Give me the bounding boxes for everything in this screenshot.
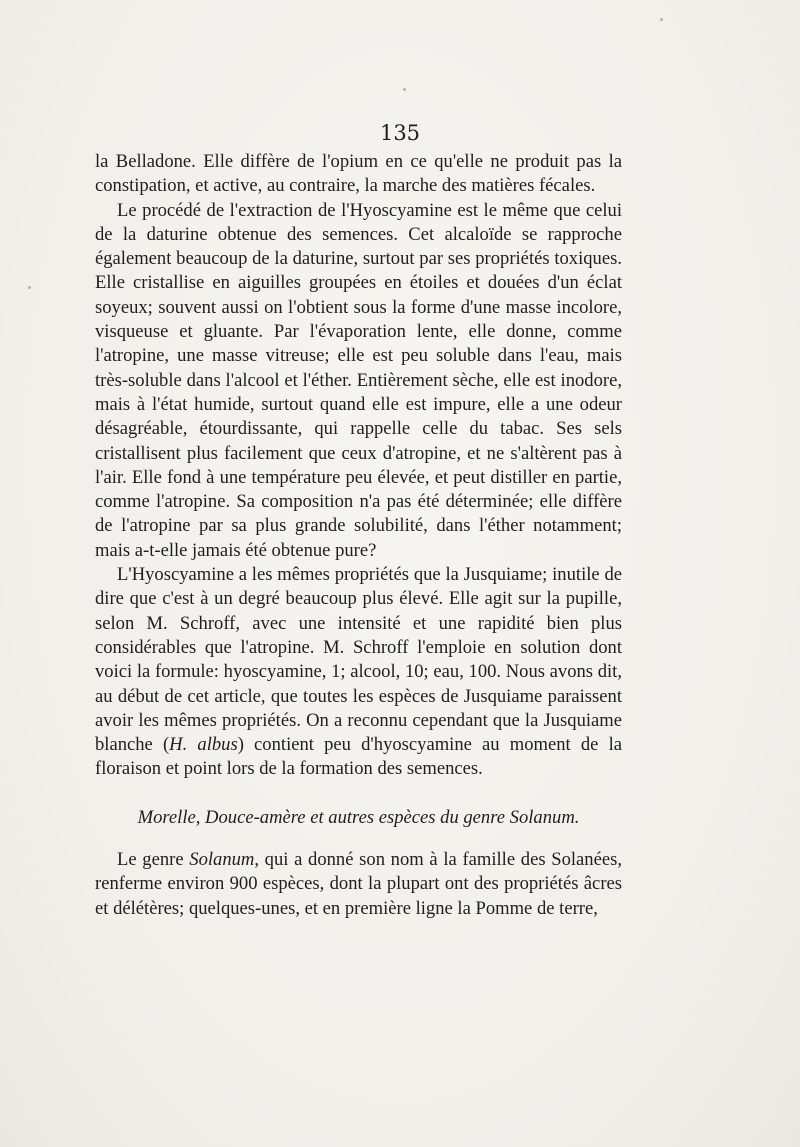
species-name-italic: H. albus <box>169 734 238 756</box>
section-heading: Morelle, Douce-amère et autres espèces du genre Solanum. <box>137 807 580 828</box>
paragraph-properties-text: L'Hyoscyamine a les mêmes propriétés que la Jusquiame; inutile de dire que c'est à un degré beaucoup plus élevé. Elle agit sur la pupille, selon M. Schroff, avec une intensité et une rapidité bien plus considérables que l'atropine. M. Schroff l'emploie en solution dont voici la formule: hyoscyamine, 1; alcool, 10; eau, 100. Nous avons dit, au début de cet article, que toutes les espèces de Jusquiame paraissent avoir les mêmes propriétés. On a reconnu cependant que la Jusquiame blanche ( <box>95 564 622 756</box>
paragraph-extraction: Le procédé de l'extraction de l'Hyoscyamine est le même que celui de la daturine obtenue des semences. Cet alcaloïde se rapproche également beaucoup de la daturine, surtout par ses propriétés toxiques. Elle cristallise en aiguilles groupées en étoiles et douées d'un éclat soyeux; souvent aussi on l'obtient sous la forme d'une masse incolore, visqueuse et gluante. Par l'évaporation lente, elle donne, comme l'atropine, une masse vitreuse; elle est peu soluble dans l'eau, mais très-soluble dans l'alcool et l'éther. Entièrement sèche, elle est inodore, mais à l'état humide, surtout quand elle est impure, elle a une odeur désagréable, étourdissante, qui rappelle celle du tabac. Ses sels cristallisent plus facilement que ceux d'atropine, et ne s'altèrent pas à l'air. Elle fond à une température peu élevée, et peut distiller en partie, comme l'atropine. Sa composition n'a pas été déterminée; elle diffère de l'atropine par sa plus grande solubilité, dans l'éther notamment; mais a-t-elle jamais été obtenue pure? <box>95 199 622 561</box>
paper-speck <box>660 18 663 21</box>
paragraph-properties-end: ) contient peu d'hyoscyamine au moment de la floraison et point lors de la formation des semences. <box>95 734 622 780</box>
paragraph-continuation: la Belladone. Elle diffère de l'opium en ce qu'elle ne produit pas la constipation, et active, au contraire, la marche des matières fécales. <box>95 151 622 197</box>
paragraph-solanum <box>95 848 622 921</box>
paper-speck <box>403 88 406 91</box>
genus-name-italic: Solanum <box>189 849 255 870</box>
paragraph-properties <box>95 563 622 782</box>
page-number: 135 <box>379 121 421 145</box>
section-body <box>95 848 622 921</box>
paragraph-solanum-start: Le genre <box>117 849 190 870</box>
paper-speck <box>28 286 31 289</box>
body-text <box>95 150 622 782</box>
paragraph-solanum-rest: , qui a donné son nom à la famille des Solanées, renferme environ 900 espèces, dont la plupart ont des propriétés âcres et délétères; quelques-unes, et en première ligne la Pomme de terre, <box>95 849 622 919</box>
